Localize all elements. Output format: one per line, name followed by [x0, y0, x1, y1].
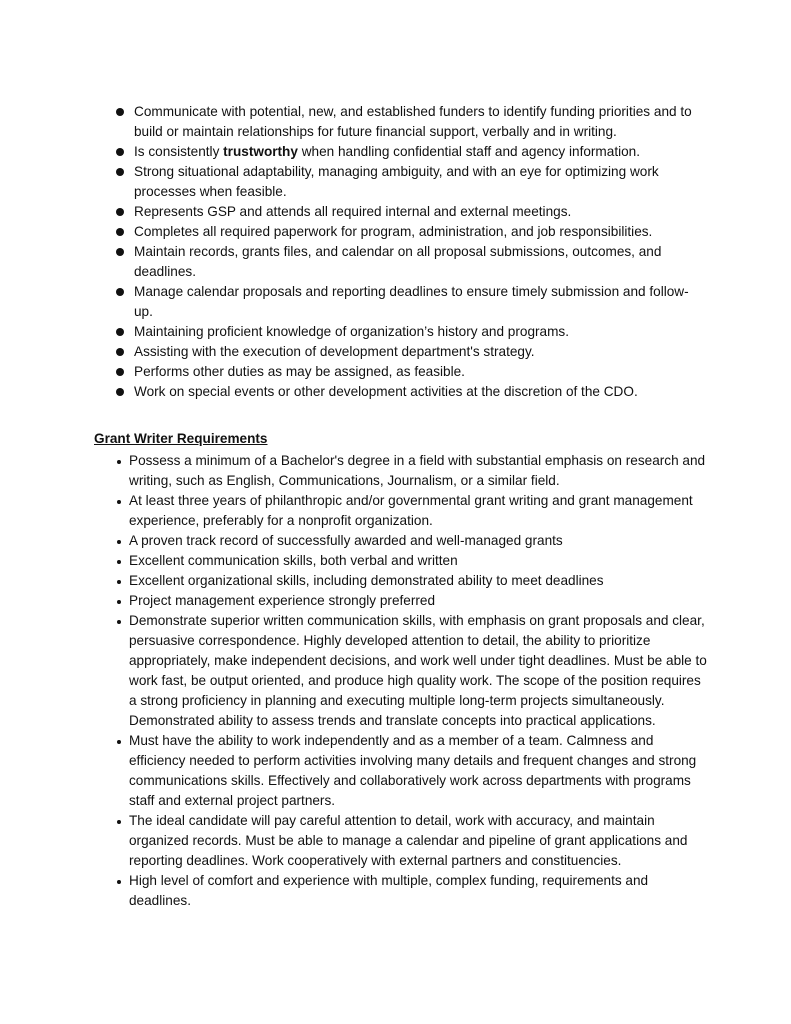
list-item: [129, 451, 709, 491]
list-item: [129, 731, 709, 811]
list-item-text: Performs other duties as may be assigned, as feasible.: [134, 364, 465, 379]
bullet-icon: [116, 388, 124, 396]
bullet-icon: [116, 228, 124, 236]
bullet-icon: [117, 600, 121, 604]
list-item-text: Manage calendar proposals and reporting deadlines to ensure timely submission and follow-up.: [134, 284, 689, 319]
list-item-text: Work on special events or other development activities at the discretion of the CDO.: [134, 384, 638, 399]
bullet-icon: [116, 208, 124, 216]
list-item: [129, 871, 709, 911]
list-item: [129, 811, 709, 871]
list-item-text: Assisting with the execution of development department's strategy.: [134, 344, 535, 359]
list-item-text: Strong situational adaptability, managing ambiguity, and with an eye for optimizing work processes when feasible.: [134, 164, 659, 199]
list-item-text: Communicate with potential, new, and established funders to identify funding priorities and to build or maintain relationships for future financial support, verbally and in writing.: [134, 104, 692, 139]
list-item: [134, 362, 706, 382]
list-item: [134, 162, 706, 202]
list-item-text: when handling confidential staff and agency information.: [297, 144, 641, 159]
list-item: [129, 611, 709, 731]
list-item-text: Maintain records, grants files, and calendar on all proposal submissions, outcomes, and deadlines.: [134, 244, 662, 279]
list-item-text: Demonstrate superior written communication skills, with emphasis on grant proposals and clear, persuasive correspondence. Highly developed attention to detail, the ability to prioritize appropriately, make independent decisions, and work well under tight deadlines. Must be able to work fast, be output oriented, and produce high quality work. The scope of the position requires a strong proficiency in planning and executing multiple long-term projects simultaneously. Demonstrated ability to assess trends and translate concepts into practical applications.: [129, 613, 707, 728]
list-item-text: Represents GSP and attends all required internal and external meetings.: [134, 204, 572, 219]
list-item: [134, 342, 706, 362]
list-item-text: Maintaining proficient knowledge of organization’s history and programs.: [134, 324, 569, 339]
list-item-text: Excellent organizational skills, including demonstrated ability to meet deadlines: [129, 573, 604, 588]
list-item-text: Completes all required paperwork for program, administration, and job responsibilities.: [134, 224, 653, 239]
list-item-text: Excellent communication skills, both verbal and written: [129, 553, 458, 568]
bullet-icon: [116, 148, 124, 156]
requirements-list: [129, 451, 709, 911]
list-item: [134, 282, 706, 322]
list-item: [134, 382, 706, 402]
list-item: [129, 591, 709, 611]
list-item-text: Possess a minimum of a Bachelor's degree in a field with substantial emphasis on research and writing, such as English, Communications, Journalism, or a similar field.: [129, 453, 706, 488]
bullet-icon: [117, 740, 121, 744]
bullet-icon: [116, 288, 124, 296]
bullet-icon: [116, 348, 124, 356]
bullet-icon: [117, 620, 121, 624]
list-item: [129, 551, 709, 571]
list-item: [134, 222, 706, 242]
list-item: [134, 102, 706, 142]
emphasis-text: trustworthy: [223, 144, 298, 159]
list-item-text: High level of comfort and experience with multiple, complex funding, requirements and deadlines.: [129, 873, 649, 908]
list-item-text: At least three years of philanthropic and/or governmental grant writing and grant management experience, preferably for a nonprofit organization.: [129, 493, 693, 528]
bullet-icon: [117, 880, 121, 884]
list-item-text: Project management experience strongly preferred: [129, 593, 436, 608]
bullet-icon: [116, 328, 124, 336]
list-item: [129, 491, 709, 531]
bullet-icon: [117, 560, 121, 564]
list-item: [134, 202, 706, 222]
bullet-icon: [116, 368, 124, 376]
list-item-text: Must have the ability to work independently and as a member of a team. Calmness and efficiency needed to perform activities involving many details and frequent changes and strong communications skills. Effectively and collaboratively work across departments with programs staff and external project partners.: [129, 733, 697, 808]
list-item: [134, 142, 706, 162]
list-item-text: A proven track record of successfully awarded and well-managed grants: [129, 533, 563, 548]
duties-list: [134, 102, 706, 402]
list-item: [134, 242, 706, 282]
bullet-icon: [117, 460, 121, 464]
bullet-icon: [117, 820, 121, 824]
section-heading: Grant Writer Requirements: [94, 431, 268, 446]
bullet-icon: [116, 168, 124, 176]
bullet-icon: [116, 248, 124, 256]
bullet-icon: [117, 500, 121, 504]
bullet-icon: [117, 540, 121, 544]
list-item-text: The ideal candidate will pay careful attention to detail, work with accuracy, and maintain organized records. Must be able to manage a calendar and pipeline of grant applications and reporting deadlines. Work cooperatively with external partners and constituencies.: [129, 813, 688, 868]
list-item: [129, 531, 709, 551]
list-item: [129, 571, 709, 591]
bullet-icon: [117, 580, 121, 584]
list-item-text: Is consistently: [134, 144, 224, 159]
list-item: [134, 322, 706, 342]
bullet-icon: [116, 108, 124, 116]
